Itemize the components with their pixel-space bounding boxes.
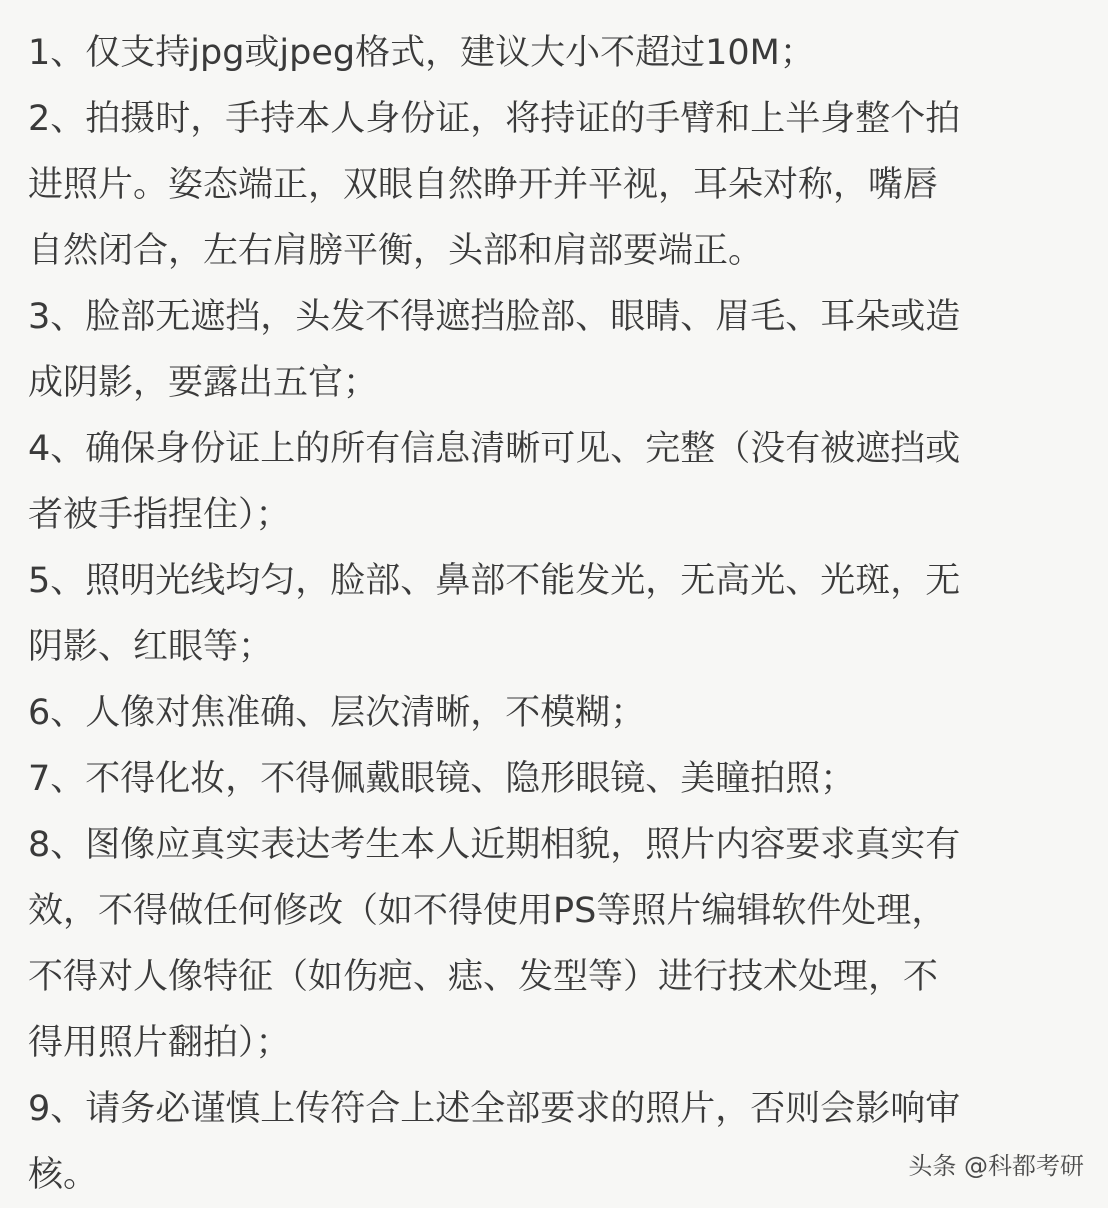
requirement-4-line-2: 者被手指捏住）；	[28, 495, 291, 535]
requirement-2-line-1: 2、拍摄时，手持本人身份证，将持证的手臂和上半身整个拍	[28, 99, 961, 139]
requirement-7-line-1: 7、不得化妆，不得佩戴眼镜、隐形眼镜、美瞳拍照；	[28, 759, 856, 799]
requirement-2-line-3: 自然闭合，左右肩膀平衡，头部和肩部要端正。	[28, 231, 764, 271]
photo-requirements-text	[28, 20, 1082, 1208]
requirement-9-line-2: 核。	[28, 1155, 99, 1195]
requirement-8-line-4: 得用照片翻拍）；	[28, 1023, 291, 1063]
requirement-9-line-1: 9、请务必谨慎上传符合上述全部要求的照片，否则会影响审	[28, 1089, 961, 1129]
requirement-8-line-3: 不得对人像特征（如伤疤、痣、发型等）进行技术处理，不	[28, 957, 939, 997]
requirement-1-line-1: 1、仅支持jpg或jpeg格式，建议大小不超过10M；	[28, 33, 815, 73]
source-watermark: 头条 @科都考研	[908, 1152, 1084, 1180]
requirement-3-line-2: 成阴影，要露出五官；	[28, 363, 379, 403]
requirement-3-line-1: 3、脸部无遮挡，头发不得遮挡脸部、眼睛、眉毛、耳朵或造	[28, 297, 961, 337]
requirement-6-line-1: 6、人像对焦准确、层次清晰，不模糊；	[28, 693, 646, 733]
requirement-4-line-1: 4、确保身份证上的所有信息清晰可见、完整（没有被遮挡或	[28, 429, 961, 469]
requirement-8-line-1: 8、图像应真实表达考生本人近期相貌，照片内容要求真实有	[28, 825, 961, 865]
requirement-5-line-1: 5、照明光线均匀，脸部、鼻部不能发光，无高光、光斑，无	[28, 561, 961, 601]
requirement-8-line-2: 效，不得做任何修改（如不得使用PS等照片编辑软件处理，	[28, 891, 947, 931]
requirement-5-line-2: 阴影、红眼等；	[28, 627, 274, 667]
requirement-2-line-2: 进照片。姿态端正，双眼自然睁开并平视，耳朵对称，嘴唇	[28, 165, 939, 205]
